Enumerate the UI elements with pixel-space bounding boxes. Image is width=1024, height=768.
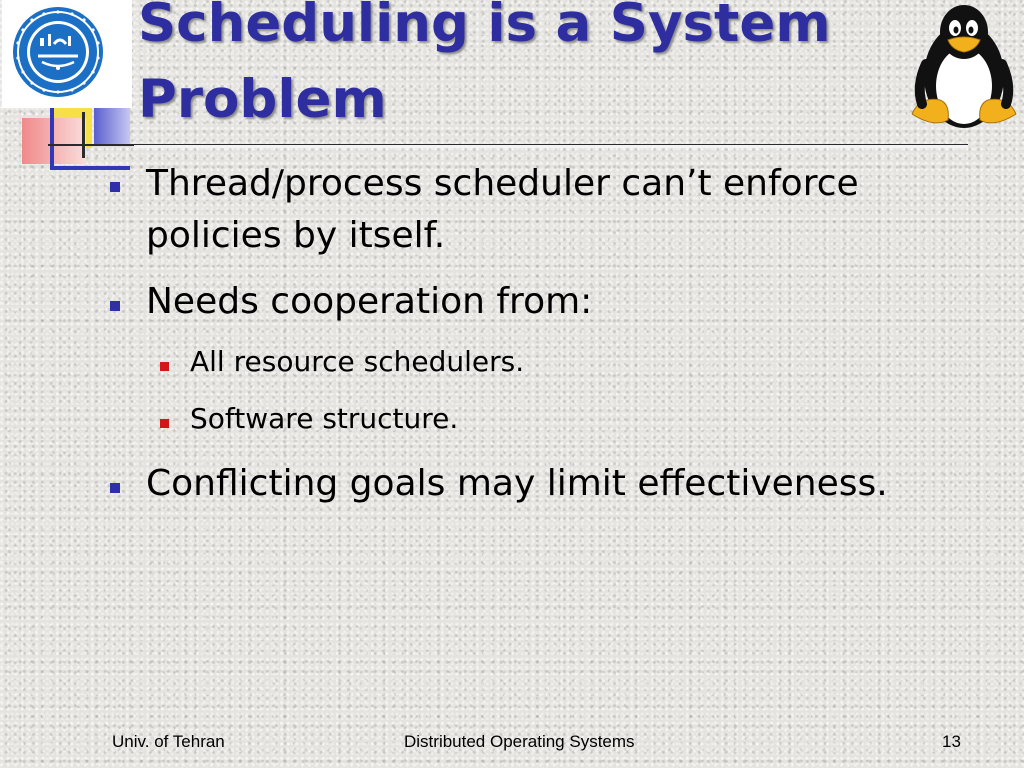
sub-bullet-marker-icon [160,419,169,428]
footer-institution: Univ. of Tehran [112,732,225,751]
bullet-marker-icon [110,301,120,311]
bullet-item: Needs cooperation from: [146,281,593,322]
sub-bullet-item: All resource schedulers. [190,345,525,378]
decorative-blue-frame [50,106,130,170]
bullet-item: Thread/process scheduler can’t enforce policies by itself. [146,163,859,256]
footer-course-title: Distributed Operating Systems [404,732,635,751]
sub-bullet-marker-icon [160,362,169,371]
title-underline-highlight [134,145,968,148]
sub-bullet-item: Software structure. [190,402,459,435]
linux-penguin-icon [908,2,1020,134]
university-logo [2,0,132,108]
bullet-marker-icon [110,483,120,493]
slide-title: Scheduling is a System Problem [138,0,831,130]
bullet-marker-icon [110,182,120,192]
bullet-item: Conflicting goals may limit effectiveness. [146,463,888,504]
page-number: 13 [942,732,961,751]
decorative-vertical-line [82,112,85,158]
